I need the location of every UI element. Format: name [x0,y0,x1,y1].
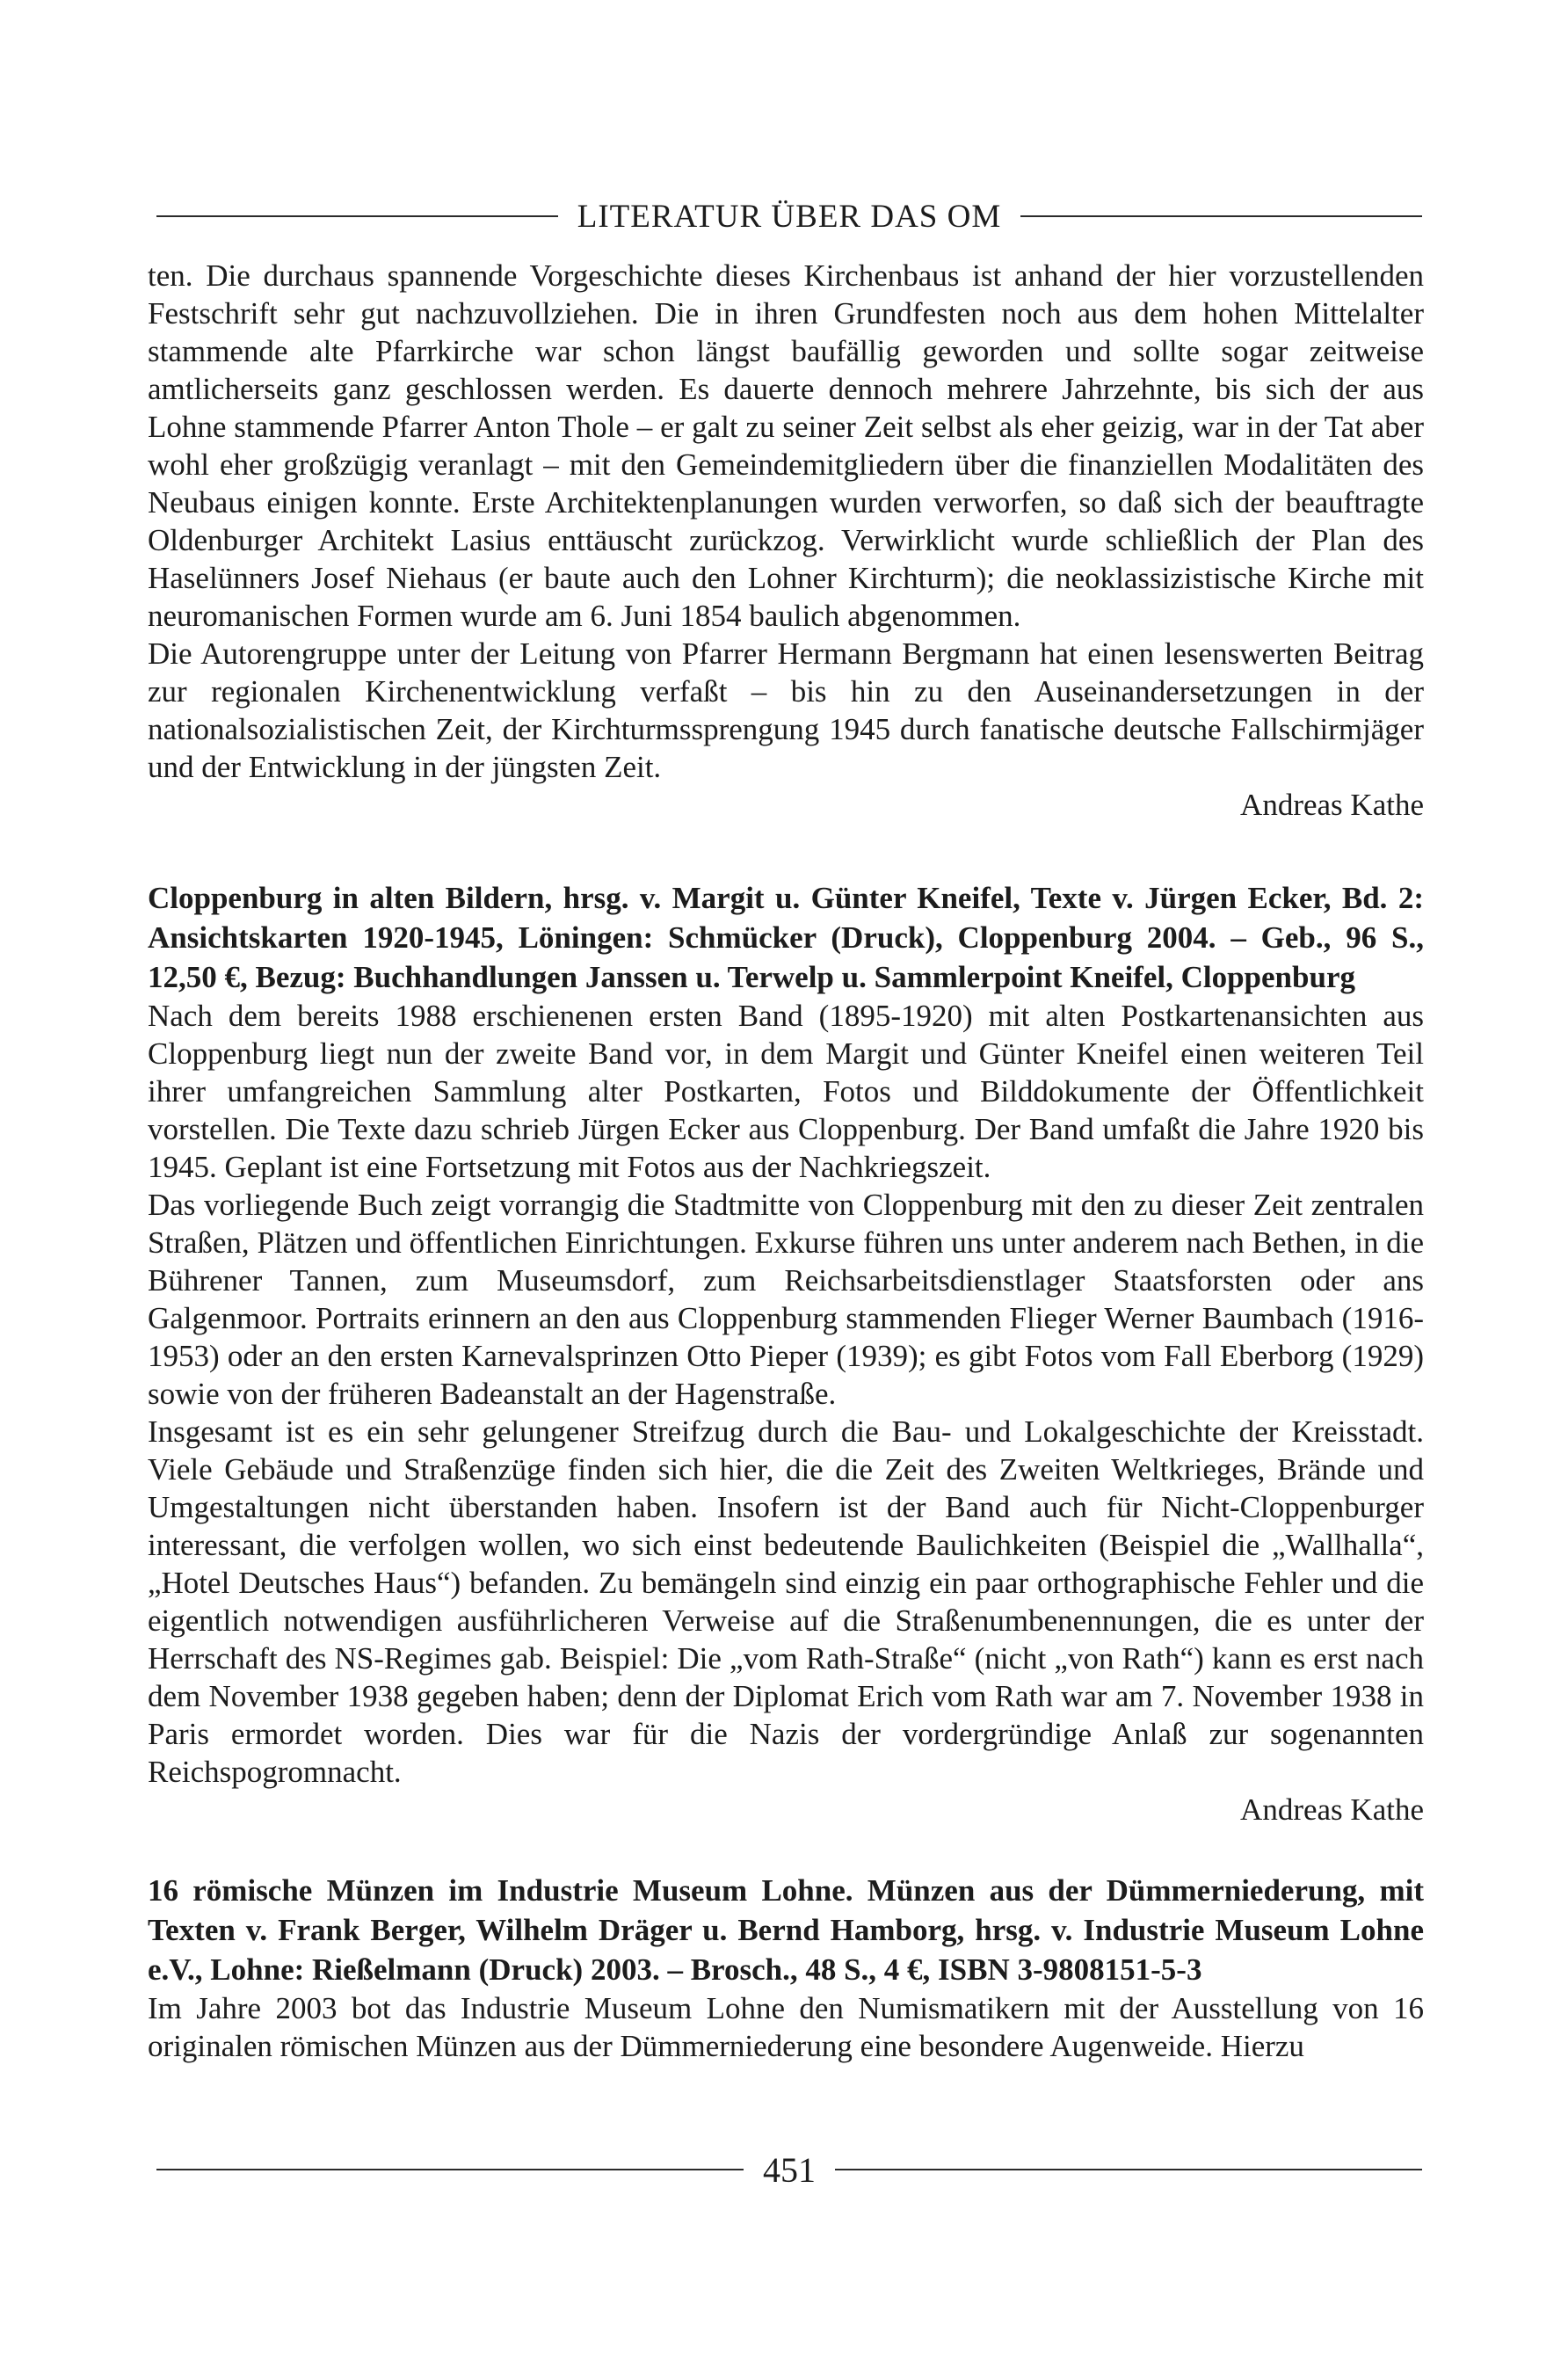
page-body [148,257,1424,2065]
page-number: 451 [763,2149,816,2190]
review-paragraph: Die Autorengruppe unter der Leitung von Pfarrer Hermann Bergmann hat einen lesenswerten Beitrag zur regionalen Kirchenentwicklung verfaßt – bis hin zu den Auseinandersetzungen in der nationalsozialistischen Zeit, der Kirchturmssprengung 1945 durch fanatische deutsche Fallschirmjäger und der Entwicklung in der jüngsten Zeit. [148,636,1424,784]
review-cloppenburg [148,878,1424,1828]
review-paragraph: Insgesamt ist es ein sehr gelungener Streifzug durch die Bau- und Lokalgeschichte der Kreisstadt. Viele Gebäude und Straßenzüge finden sich hier, die die Zeit des Zweiten Weltkrieges, Brände und Umgestaltungen nicht überstanden haben. Insofern ist der Band auch für Nicht-Cloppenburger interessant, die verfolgen wollen, wo sich einst bedeutende Baulichkeiten (Beispiel die „Wallhalla“, „Hotel Deutsches Haus“) befanden. Zu bemängeln sind einzig ein paar orthographische Fehler und die eigentlich notwendigen ausführlicheren Verweise auf die Straßenumbenennungen, die es unter der Herrschaft des NS-Regimes gab. Beispiel: Die „vom Rath-Straße“ (nicht „von Rath“) kann es erst nach dem November 1938 gegeben haben; denn der Diplomat Erich vom Rath war am 7. November 1938 in Paris ermordet worden. Dies war für die Nazis der vordergründige Anlaß zur sogenannten Reichspogromnacht. [148,1414,1424,1789]
page-footer [156,2145,1422,2194]
running-head-rule-left [156,215,558,217]
review-heading: 16 römische Münzen im Industrie Museum Lohne. Münzen aus der Dümmerniederung, mit Texten v. Frank Berger, Wilhelm Dräger u. Bernd Hamborg, hrsg. v. Industrie Museum Lohne e.V., Lohne: Rießelmann (Druck) 2003. – Brosch., 48 S., 4 €, ISBN 3-9808151-5-3 [148,1873,1424,1987]
review-paragraph: Nach dem bereits 1988 erschienenen ersten Band (1895-1920) mit alten Postkartenansichten aus Cloppenburg liegt nun der zweite Band vor, in dem Margit und Günter Kneifel einen weiteren Teil ihrer umfangreichen Sammlung alter Postkarten, Fotos und Bilddokumente der Öffentlichkeit vorstellen. Die Texte dazu schrieb Jürgen Ecker aus Cloppenburg. Der Band umfaßt die Jahre 1920 bis 1945. Geplant ist eine Fortsetzung mit Fotos aus der Nachkriegszeit. [148,999,1424,1184]
review-kirchenbau-end [148,257,1424,824]
review-roemische-muenzen [148,1871,1424,2065]
review-paragraph: ten. Die durchaus spannende Vorgeschichte dieses Kirchenbaus ist anhand der hier vorzustellenden Festschrift sehr gut nachzuvollziehen. Die in ihren Grundfesten noch aus dem hohen Mittelalter stammende alte Pfarrkirche war schon längst baufällig geworden und sollte sogar zeitweise amtlicherseits ganz geschlossen werden. Es dauerte dennoch mehrere Jahrzehnte, bis sich der aus Lohne stammende Pfarrer Anton Thole – er galt zu seiner Zeit selbst als eher geizig, war in der Tat aber wohl eher großzügig veranlagt – mit den Gemeindemitgliedern über die finanziellen Modalitäten des Neubaus einigen konnte. Erste Architektenplanungen wurden verworfen, so daß sich der beauftragte Oldenburger Architekt Lasius enttäuscht zurückzog. Verwirklicht wurde schließlich der Plan des Haselünners Josef Niehaus (er baute auch den Lohner Kirchturm); die neoklassizistische Kirche mit neuromanischen Formen wurde am 6. Juni 1854 baulich abgenommen. [148,258,1424,633]
review-heading: Cloppenburg in alten Bildern, hrsg. v. Margit u. Günter Kneifel, Texte v. Jürgen Ecker, Bd. 2: Ansichtskarten 1920-1945, Löningen: Schmücker (Druck), Cloppenburg 2004. – Geb., 96 S., 12,50 €, Bezug: Buchhandlungen Janssen u. Terwelp u. Sammlerpoint Kneifel, Cloppenburg [148,881,1424,994]
review-author: Andreas Kathe [1240,788,1424,822]
review-author: Andreas Kathe [1240,1792,1424,1827]
footer-rule-left [156,2169,744,2170]
footer-rule-right [835,2169,1422,2170]
running-head [156,195,1422,237]
running-head-title: LITERATUR ÜBER DAS OM [577,198,1002,235]
review-paragraph: Das vorliegende Buch zeigt vorrangig die Stadtmitte von Cloppenburg mit den zu dieser Zeit zentralen Straßen, Plätzen und öffentlichen Einrichtungen. Exkurse führen uns unter anderem nach Bethen, in die Bührener Tannen, zum Museumsdorf, zum Reichsarbeitsdienstlager Staatsforsten oder ans Galgenmoor. Portraits erinnern an den aus Cloppenburg stammenden Flieger Werner Baumbach (1916-1953) oder an den ersten Karnevalsprinzen Otto Pieper (1939); es gibt Fotos vom Fall Eberborg (1929) sowie von der früheren Badeanstalt an der Hagenstraße. [148,1188,1424,1411]
review-paragraph: Im Jahre 2003 bot das Industrie Museum Lohne den Numismatikern mit der Ausstellung von 16 originalen römischen Münzen aus der Dümmerniederung eine besondere Augenweide. Hierzu [148,1991,1424,2063]
running-head-rule-right [1020,215,1422,217]
